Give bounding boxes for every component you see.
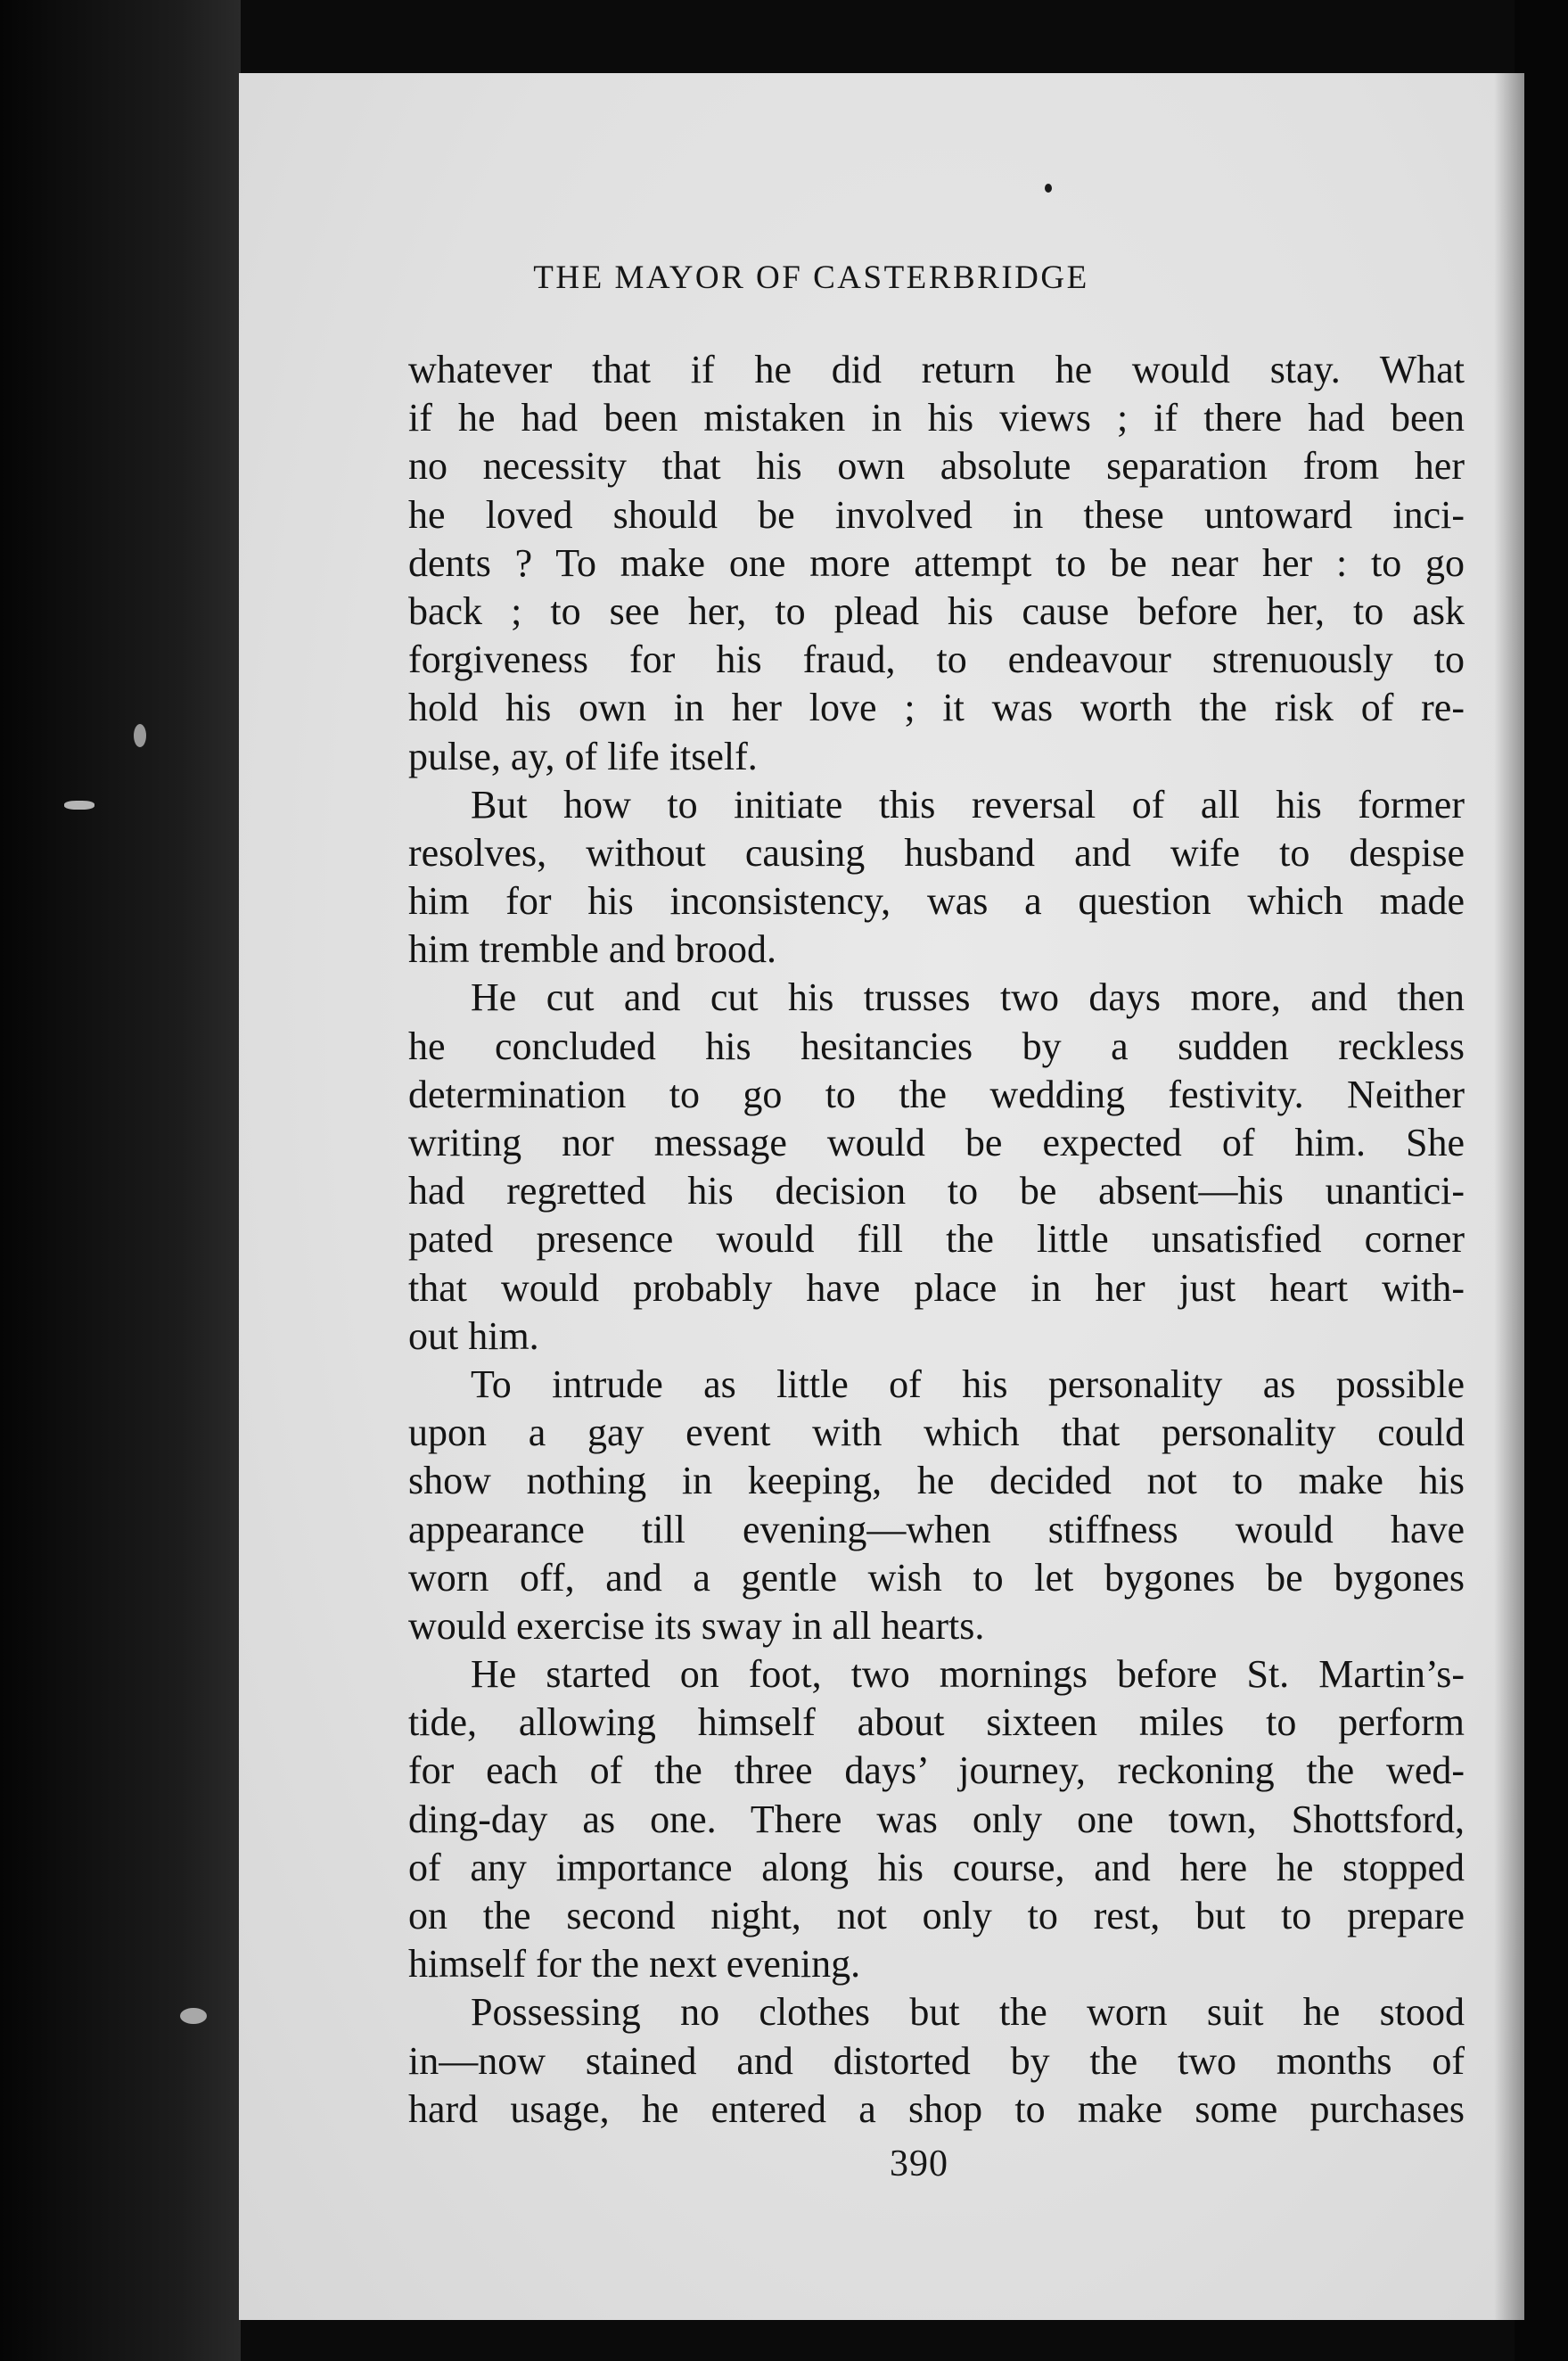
text-line: he loved should be involved in these untoward inci- <box>408 492 1465 537</box>
text-line: on the second night, not only to rest, but to prepare <box>408 1894 1465 1937</box>
dust-speck <box>1045 184 1052 193</box>
text-line: show nothing in keeping, he decided not to make his <box>408 1459 1465 1503</box>
text-line: no necessity that his own absolute separation from her <box>408 444 1465 489</box>
text-line: pated presence would fill the little unsatisfied corner <box>408 1217 1465 1262</box>
text-line: upon a gay event with which that personality could <box>408 1411 1465 1455</box>
text-line: He cut and cut his trusses two days more, and then <box>471 975 1465 1020</box>
text-line: hard usage, he entered a shop to make some purchases <box>408 2086 1465 2131</box>
text-line: whatever that if he did return he would stay. What <box>408 348 1465 391</box>
text-line: hold his own in her love ; it was worth the risk of re- <box>408 686 1465 730</box>
text-line: for each of the three days’ journey, reckoning the wed- <box>408 1748 1465 1793</box>
text-line: pulse, ay, of life itself. <box>408 734 758 778</box>
text-line: himself for the next evening. <box>408 1942 861 1987</box>
text-line: would exercise its sway in all hearts. <box>408 1603 985 1648</box>
text-line: To intrude as little of his personality as possible <box>471 1361 1465 1406</box>
text-line: out him. <box>408 1313 539 1358</box>
text-line: of any importance along his course, and here he stopped <box>408 1845 1465 1889</box>
body-text <box>408 346 1465 2134</box>
text-line: if he had been mistaken in his views ; if there had been <box>408 396 1465 440</box>
text-line: But how to initiate this reversal of all his former <box>471 782 1465 827</box>
text-line: Possessing no clothes but the worn suit he stood <box>471 1990 1465 2035</box>
dust-speck <box>64 801 94 810</box>
text-line: He started on foot, two mornings before St. Martin’s- <box>471 1652 1465 1697</box>
text-line: he concluded his hesitancies by a sudden reckless <box>408 1024 1465 1068</box>
text-line: him for his inconsistency, was a question which made <box>408 879 1465 924</box>
text-line: dents ? To make one more attempt to be near her : to go <box>408 540 1465 585</box>
text-line: tide, allowing himself about sixteen miles to perform <box>408 1700 1465 1745</box>
text-line: worn off, and a gentle wish to let bygones be bygones <box>408 1555 1465 1600</box>
text-line: back ; to see her, to plead his cause before her, to ask <box>408 588 1465 633</box>
text-line: forgiveness for his fraud, to endeavour strenuously to <box>408 638 1465 682</box>
dust-speck <box>134 724 146 747</box>
text-line: had regretted his decision to be absent—his unantici- <box>408 1169 1465 1213</box>
page-gutter-shadow <box>1494 73 1524 2320</box>
text-line: him tremble and brood. <box>408 927 777 972</box>
text-line: writing nor message would be expected of him. She <box>408 1121 1465 1164</box>
text-line: in—now stained and distorted by the two months of <box>408 2038 1465 2083</box>
dust-speck <box>180 2008 207 2024</box>
page-number: 390 <box>890 2143 948 2184</box>
text-line: appearance till evening—when stiffness would have <box>408 1507 1465 1551</box>
text-line: determination to go to the wedding festivity. Neither <box>408 1072 1465 1116</box>
text-line: ding-day as one. There was only one town, Shottsford, <box>408 1797 1465 1841</box>
text-line: resolves, without causing husband and wife to despise <box>408 830 1465 875</box>
text-line: that would probably have place in her just heart with- <box>408 1265 1465 1310</box>
running-head: THE MAYOR OF CASTERBRIDGE <box>533 259 1089 296</box>
scan-border-left <box>0 0 241 2361</box>
